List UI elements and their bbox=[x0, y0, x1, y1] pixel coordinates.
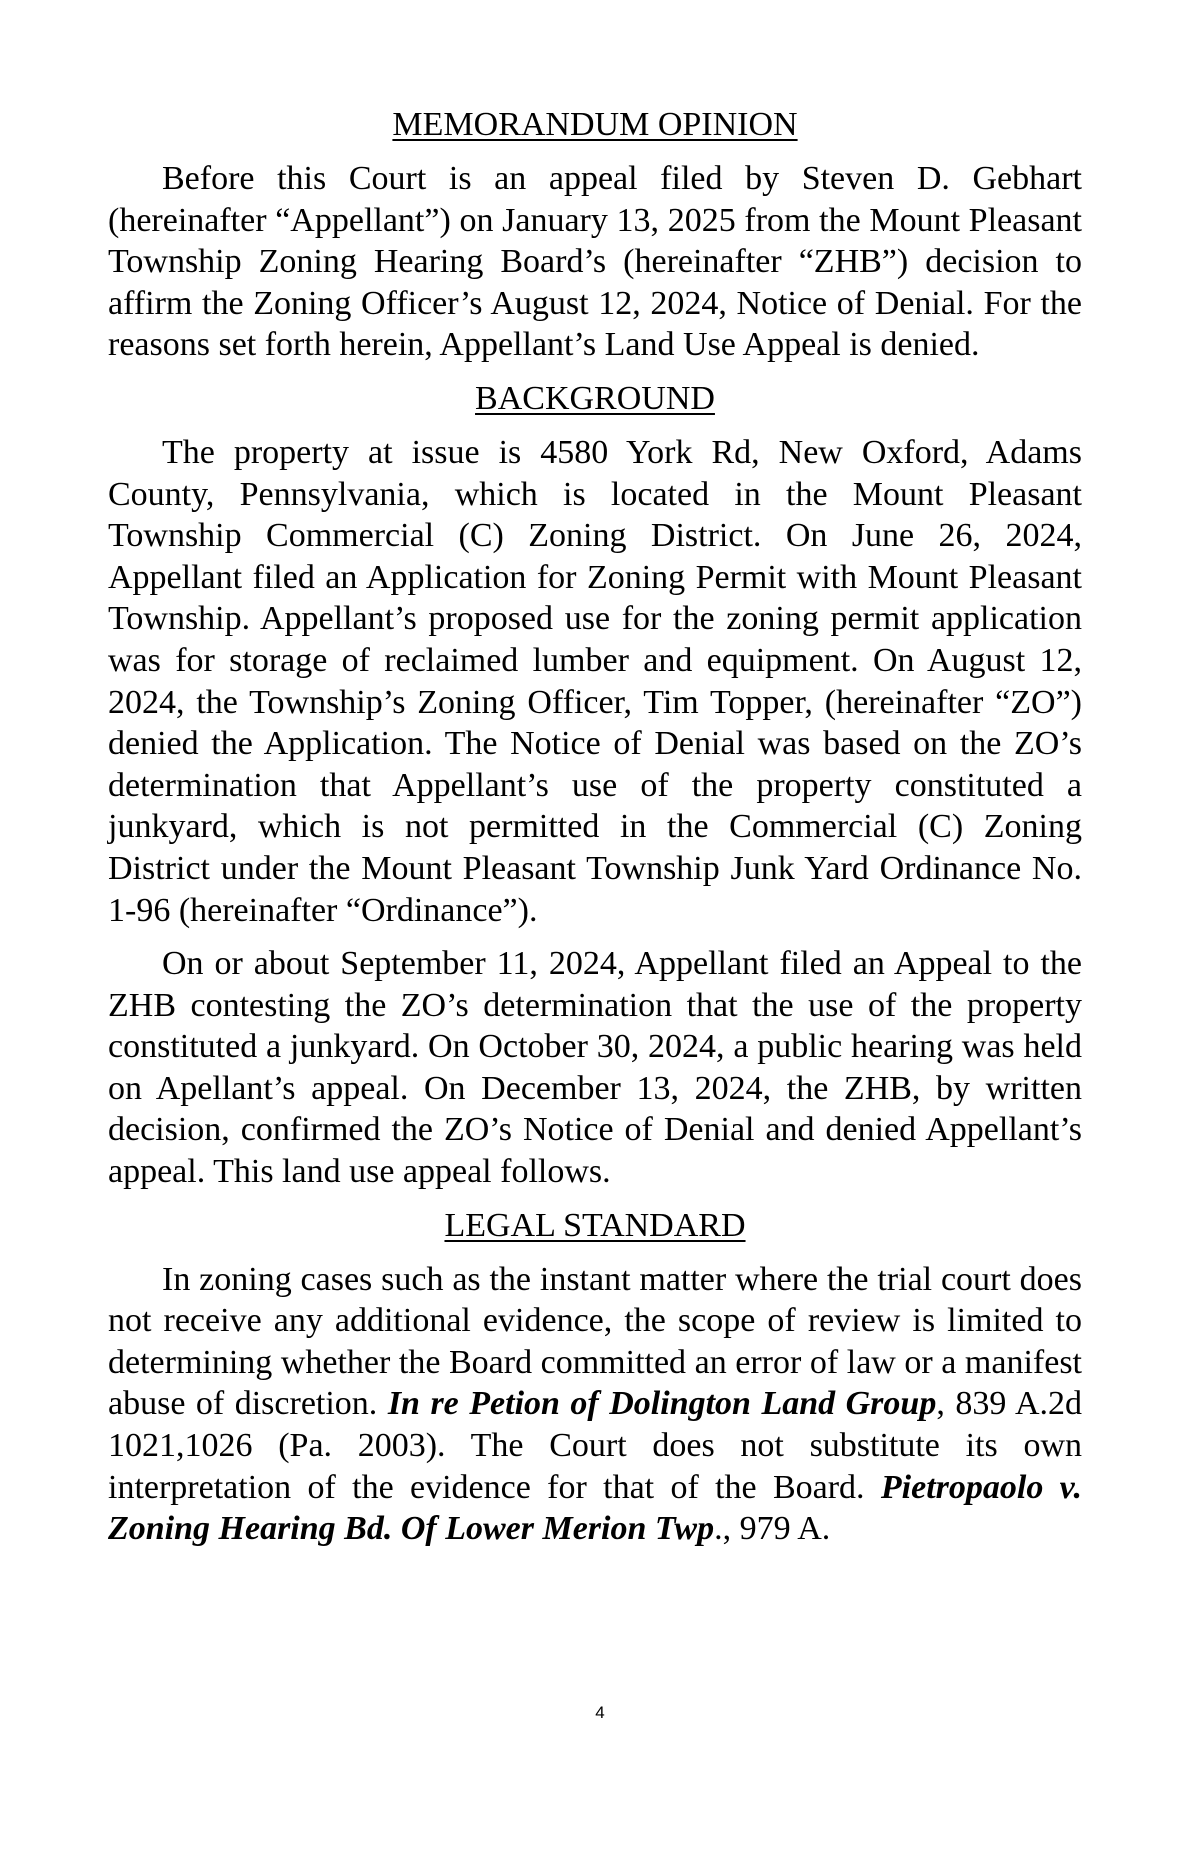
case-citation-pietropaolo: Pietropaolo v. Zoning Hearing Bd. Of Lower Merion Twp bbox=[108, 1468, 1082, 1548]
legal-text-part-2: , 839 A.2d 1021,1026 (Pa. 2003). The Court does not substitute its own interpretation of the evidence for that of the Board. bbox=[108, 1385, 1083, 1506]
background-heading bbox=[108, 378, 1082, 420]
intro-paragraph: Before this Court is an appeal filed by Steven D. Gebhart (hereinafter “Appellant”) on January 13, 2025 from the Mount Pleasant Township Zoning Hearing Board’s (hereinafter “ZHB”) decision to affirm the Zoning Officer’s August 12, 2024, Notice of Denial. For the reasons set forth herein, Appellant’s Land Use Appeal is denied. bbox=[108, 160, 1082, 364]
case-citation-dolington: In re Petion of Dolington Land Group bbox=[387, 1385, 937, 1423]
memorandum-opinion-heading bbox=[108, 104, 1082, 146]
background-paragraph-2: On or about September 11, 2024, Appellant filed an Appeal to the ZHB contesting the ZO’s determination that the use of the property constituted a junkyard. On October 30, 2024, a public hearing was held on Apellant’s appeal. On December 13, 2024, the ZHB, by written decision, confirmed the ZO’s Notice of Denial and denied Appellant’s appeal. This land use appeal follows. bbox=[108, 945, 1082, 1191]
legal-standard-heading bbox=[108, 1205, 1082, 1247]
background-paragraph-1: The property at issue is 4580 York Rd, New Oxford, Adams County, Pennsylvania, which is located in the Mount Pleasant Township Commercial (C) Zoning District. On June 26, 2024, Appellant filed an Application for Zoning Permit with Mount Pleasant Township. Appellant’s proposed use for the zoning permit application was for storage of reclaimed lumber and equipment. On August 12, 2024, the Township’s Zoning Officer, Tim Topper, (hereinafter “ZO”) denied the Application. The Notice of Denial was based on the ZO’s determination that Appellant’s use of the property constituted a junkyard, which is not permitted in the Commercial (C) Zoning District under the Mount Pleasant Township Junk Yard Ordinance No. 1-96 (hereinafter “Ordinance”). bbox=[108, 433, 1082, 929]
page-number: 4 bbox=[595, 1703, 605, 1722]
legal-text-part-3: ., 979 A. bbox=[714, 1510, 831, 1548]
legal-standard-heading-text: LEGAL STANDARD bbox=[444, 1206, 746, 1244]
legal-standard-paragraph bbox=[108, 1259, 1082, 1550]
document-page bbox=[108, 104, 1082, 1562]
legal-text-part-1: In zoning cases such as the instant matter where the trial court does not receive any additional evidence, the scope of review is limited to determining whether the Board committed an error of law or a manifest abuse of discretion. bbox=[108, 1260, 1082, 1423]
background-heading-text: BACKGROUND bbox=[475, 379, 715, 417]
memorandum-opinion-heading-text: MEMORANDUM OPINION bbox=[392, 106, 798, 143]
